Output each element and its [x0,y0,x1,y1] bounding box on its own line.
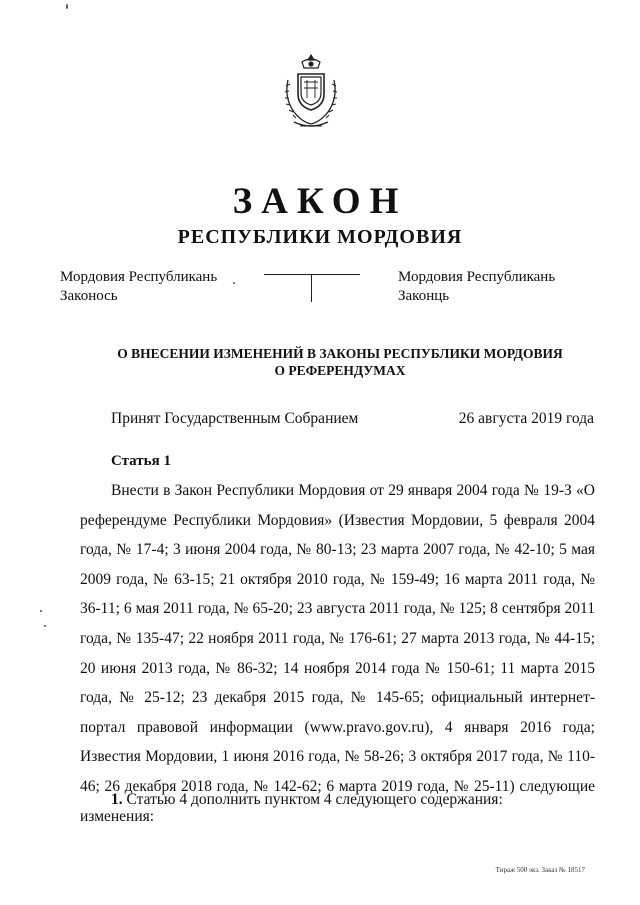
item-text: Статью 4 дополнить пунктом 4 следующего содержания: [126,791,503,808]
mordovian-title-right-line-2: Законць [398,288,450,304]
mordovian-title-left-line-2: Законось [60,288,118,304]
article-item-1 [111,791,503,809]
mordovian-title-right [398,268,555,306]
mordovian-title-left [60,268,217,306]
mordovian-title-left-line-1: Мордовия Республикань [60,269,218,285]
item-number: 1. [111,791,123,808]
scan-speck [40,610,42,612]
law-name-line-2: О РЕФЕРЕНДУМАХ [274,363,406,378]
mordovian-title-right-line-1: Мордовия Республикань [398,269,556,285]
header-divider-vertical [311,274,312,302]
header-divider-horizontal [264,274,360,275]
law-name-line-1: О ВНЕСЕНИИ ИЗМЕНЕНИЙ В ЗАКОНЫ РЕСПУБЛИКИ МОРДОВИЯ [117,346,563,361]
document-subtitle: РЕСПУБЛИКИ МОРДОВИЯ [177,226,463,248]
scan-speck [44,625,46,627]
adopted-by: Принят Государственным Собранием [111,410,359,427]
scan-speck [233,282,235,284]
law-name [0,345,640,379]
scan-speck [66,4,68,9]
coat-of-arms-emblem [280,52,342,134]
article-body: Внести в Закон Республики Мордовия от 29 января 2004 года № 19-З «О референдуме Республики Мордовия» (Известия Мордовии, 5 февраля 2004 года, № 17-4; 3 июня 2004 года, № 80-13; 23 марта 2007 года, № 42-10; 5 мая 2009 года, № 63-15; 21 октября 2010 года, № 159-49; 16 марта 2011 года, № 36-11; 6 мая 2011 года, № 65-20; 23 августа 2011 года, № 125; 8 сентября 2011 года, № 135-47; 22 ноября 2011 года, № 176-61; 27 марта 2013 года, № 44-15; 20 июня 2013 года, № 86-32; 14 ноября 2014 года № 150-61; 11 марта 2015 года, № 25-12; 23 декабря 2015 года, № 145-65; официальный интернет-портал правовой информации (www.pravo.gov.ru), 4 января 2016 года; Известия Мордовии, 1 июня 2016 года, № 58-26; 3 октября 2017 года, № 110-46; 26 декабря 2018 года, № 142-62; 6 марта 2019 года, № 25-11) следующие изменения: [80,482,595,825]
adoption-date: 26 августа 2019 года [458,410,594,427]
document-title: ЗАКОН [232,181,408,222]
print-run-footer: Тираж 500 экз. Заказ № 18517 [495,866,585,874]
article-heading: Статья 1 [111,453,171,469]
